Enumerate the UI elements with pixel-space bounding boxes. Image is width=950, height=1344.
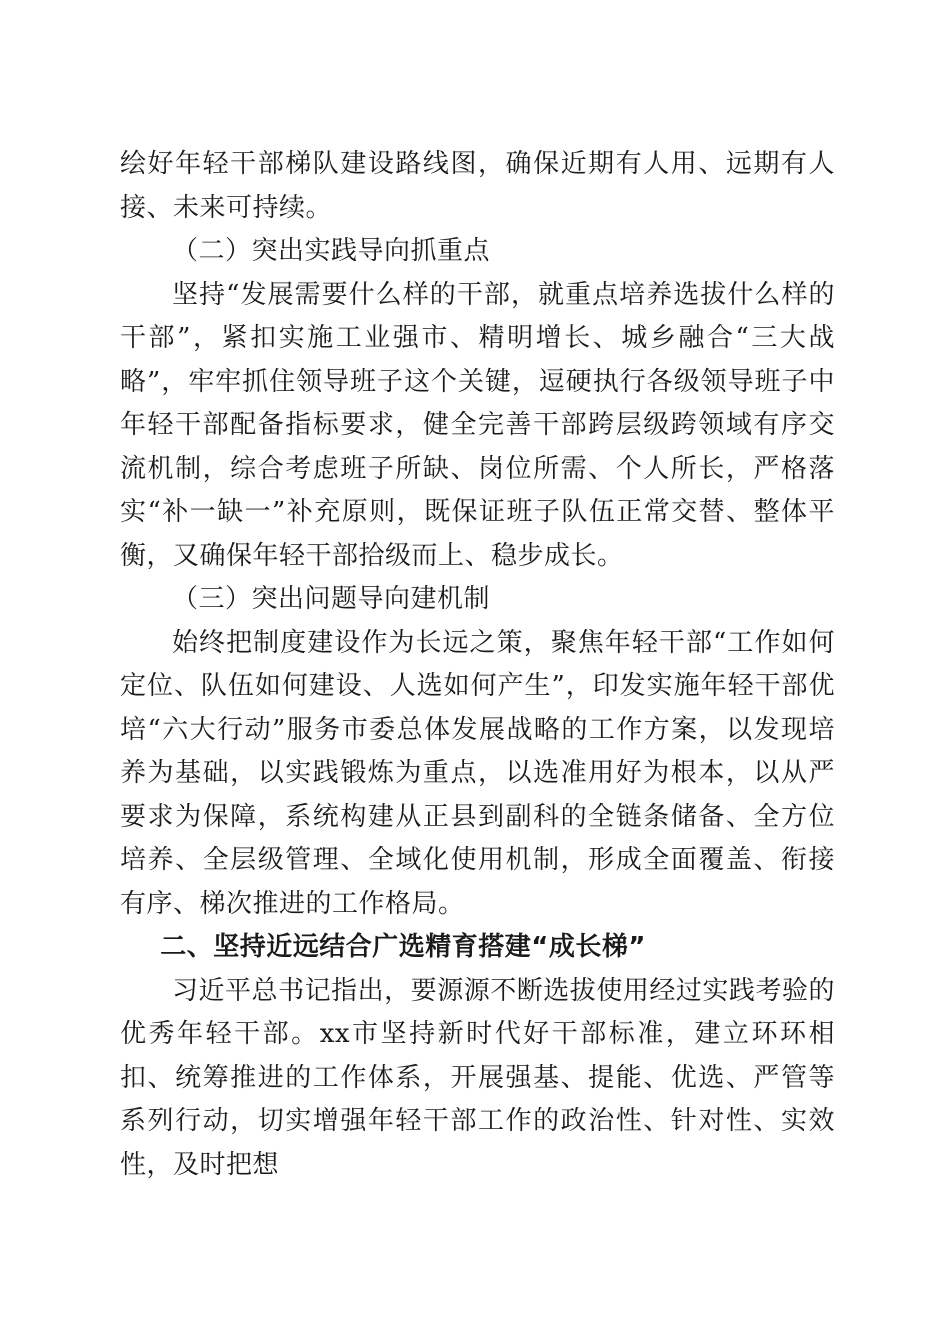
document-body <box>120 143 835 1187</box>
paragraph-growth-ladder: 习近平总书记指出，要源源不断选拔使用经过实践考验的优秀年轻干部。xx市坚持新时代好干部标准，建立环环相扣、统筹推进的工作体系，开展强基、提能、优选、严管等系列行动，切实增强年轻干部工作的政治性、针对性、实效性，及时把想 <box>120 975 835 1180</box>
subheading-practice-orientation: （二）突出实践导向抓重点 <box>172 236 491 266</box>
section-heading-growth-ladder: 二、坚持近远结合广选精育搭建“成长梯” <box>160 932 646 962</box>
paragraph-continuation: 绘好年轻干部梯队建设路线图，确保近期有人用、远期有人接、未来可持续。 <box>120 149 835 223</box>
subheading-problem-orientation: （三）突出问题导向建机制 <box>172 584 491 614</box>
paragraph-practice-orientation: 坚持“发展需要什么样的干部，就重点培养选拔什么样的干部”，紧扣实施工业强市、精明增长、城乡融合“三大战略”，牢牢抓住领导班子这个关键，逗硬执行各级领导班子中年轻干部配备指标要求，健全完善干部跨层级跨领域有序交流机制，综合考虑班子所缺、岗位所需、个人所长，严格落实“补一缺一”补充原则，既保证班子队伍正常交替、整体平衡，又确保年轻干部拾级而上、稳步成长。 <box>120 279 835 571</box>
paragraph-problem-orientation: 始终把制度建设作为长远之策，聚焦年轻干部“工作如何定位、队伍如何建设、人选如何产生”，印发实施年轻干部优培“六大行动”服务市委总体发展战略的工作方案，以发现培养为基础，以实践锻炼为重点，以选准用好为根本，以从严要求为保障，系统构建从正县到副科的全链条储备、全方位培养、全层级管理、全域化使用机制，形成全面覆盖、衔接有序、梯次推进的工作格局。 <box>120 627 835 919</box>
